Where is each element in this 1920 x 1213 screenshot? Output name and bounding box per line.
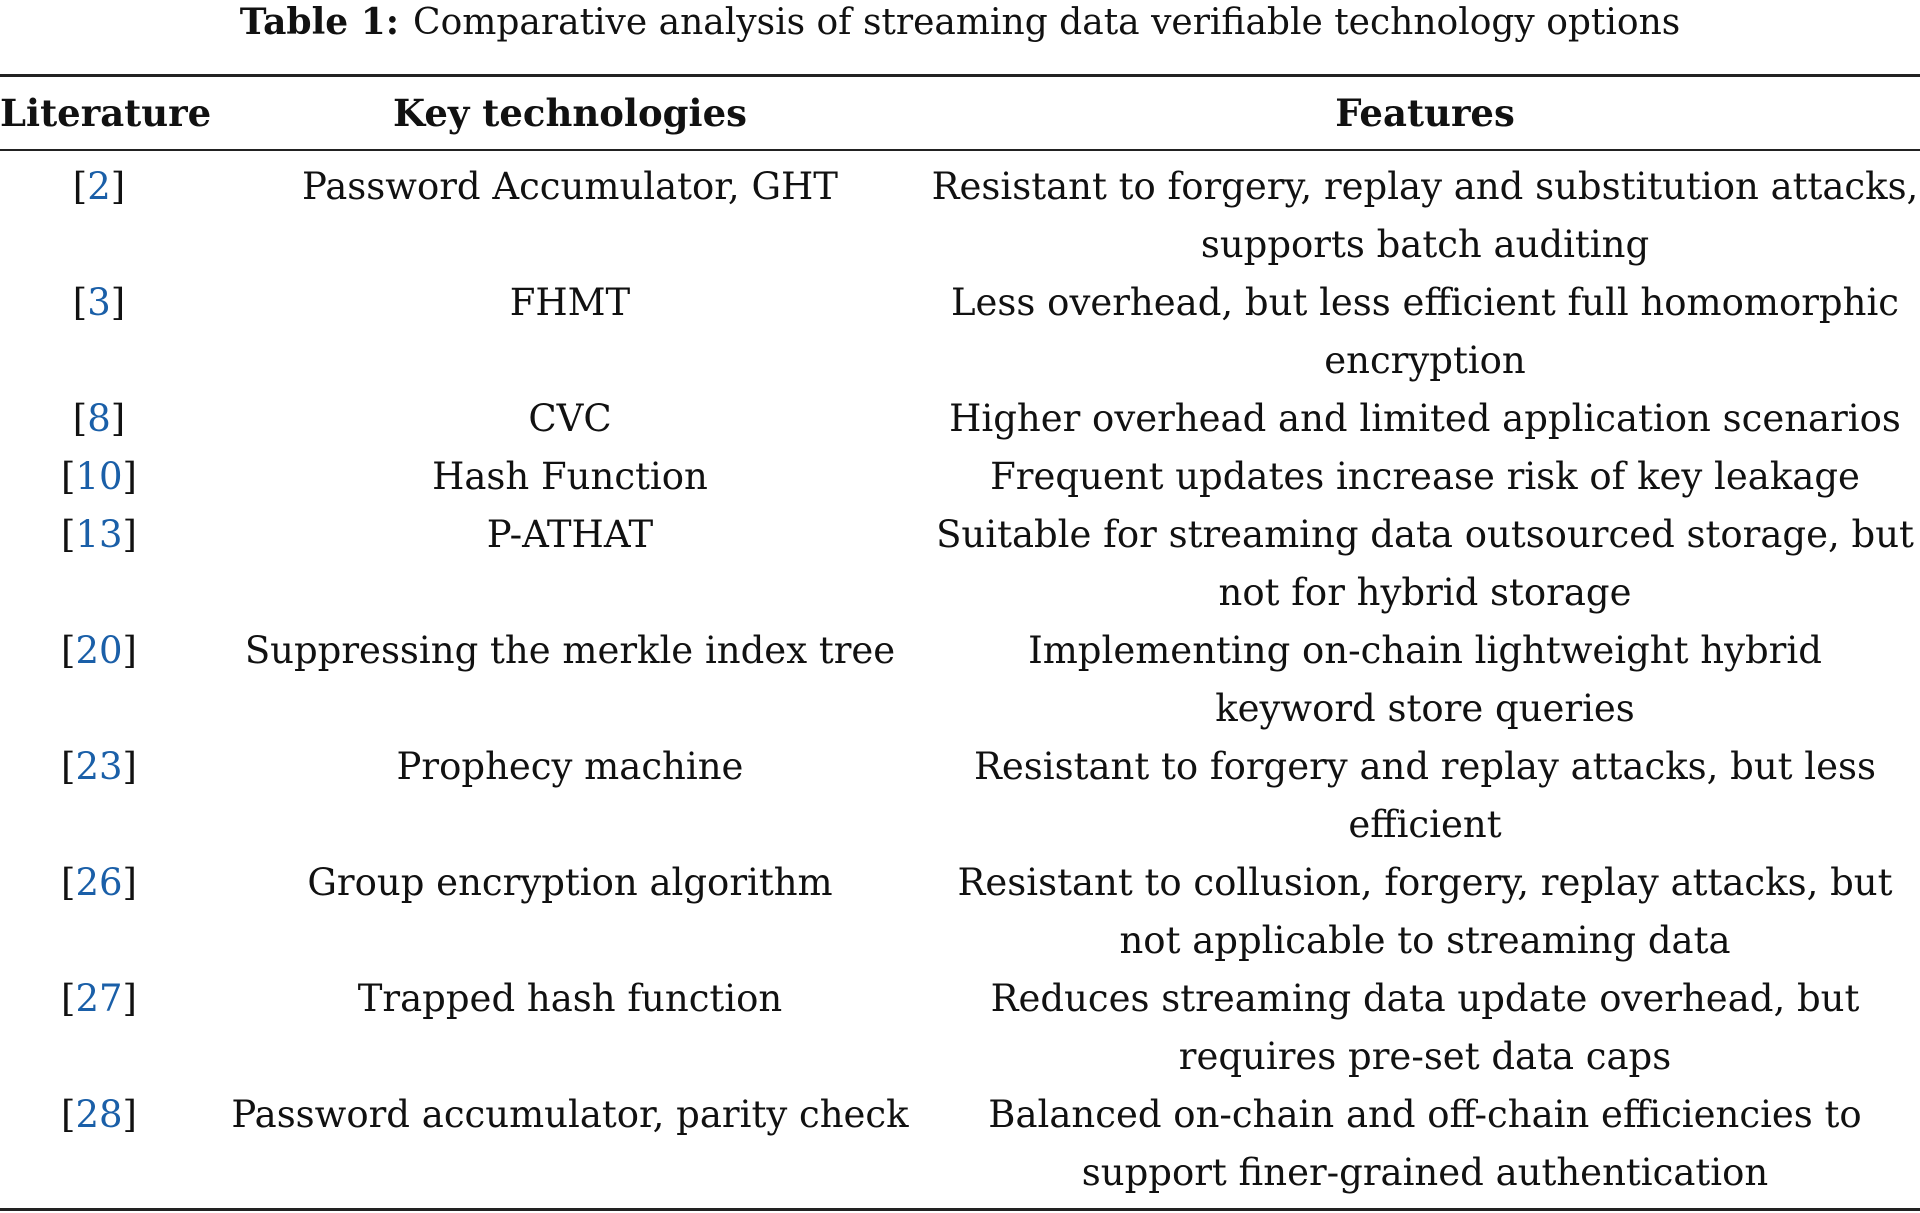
features-line: Balanced on-chain and off-chain efficiencies to bbox=[988, 1093, 1862, 1136]
table-row bbox=[0, 506, 1920, 622]
features-line: not applicable to streaming data bbox=[1119, 919, 1731, 962]
cell-key-technology: FHMT bbox=[509, 281, 631, 324]
features-line: Resistant to forgery and replay attacks, but less bbox=[974, 745, 1876, 788]
cell-features bbox=[930, 274, 1920, 390]
table-header-row bbox=[0, 88, 1920, 138]
citation-link[interactable]: 13 bbox=[75, 513, 123, 556]
features-line: Implementing on-chain lightweight hybrid bbox=[1028, 629, 1822, 672]
citation-link[interactable]: 10 bbox=[75, 455, 123, 498]
cell-literature: [28] bbox=[61, 1093, 137, 1136]
cell-features bbox=[930, 448, 1920, 506]
citation-link[interactable]: 27 bbox=[75, 977, 123, 1020]
header-literature: Literature bbox=[0, 91, 212, 135]
table-caption-text: Comparative analysis of streaming data verifiable technology options bbox=[413, 2, 1681, 43]
cell-features bbox=[930, 622, 1920, 738]
features-line: support finer-grained authentication bbox=[1081, 1151, 1769, 1194]
citation-link[interactable]: 8 bbox=[87, 397, 111, 440]
citation-link[interactable]: 3 bbox=[87, 281, 111, 324]
cell-literature: [2] bbox=[72, 165, 126, 208]
cell-features bbox=[930, 158, 1920, 274]
cell-literature: [10] bbox=[61, 455, 137, 498]
cell-literature: [3] bbox=[72, 281, 126, 324]
features-line: Higher overhead and limited application scenarios bbox=[949, 397, 1901, 440]
table-row bbox=[0, 390, 1920, 448]
cell-features bbox=[930, 738, 1920, 854]
header-key-technologies: Key technologies bbox=[393, 91, 747, 135]
features-line: efficient bbox=[1348, 803, 1502, 846]
features-line: Reduces streaming data update overhead, but bbox=[990, 977, 1860, 1020]
table-top-rule bbox=[0, 74, 1920, 77]
table-caption bbox=[0, 0, 1920, 45]
citation-link[interactable]: 23 bbox=[75, 745, 123, 788]
header-features: Features bbox=[1335, 91, 1515, 135]
cell-key-technology: P-ATHAT bbox=[486, 513, 654, 556]
cell-features bbox=[930, 1086, 1920, 1202]
citation-link[interactable]: 20 bbox=[75, 629, 123, 672]
table-caption-label: Table 1: bbox=[239, 1, 400, 43]
cell-literature: [8] bbox=[72, 397, 126, 440]
table-row bbox=[0, 738, 1920, 854]
features-line: keyword store queries bbox=[1215, 687, 1635, 730]
cell-features bbox=[930, 854, 1920, 970]
table-row bbox=[0, 622, 1920, 738]
cell-key-technology: Suppressing the merkle index tree bbox=[244, 629, 896, 672]
features-line: encryption bbox=[1324, 339, 1526, 382]
table-body bbox=[0, 158, 1920, 1202]
features-line: requires pre-set data caps bbox=[1178, 1035, 1672, 1078]
citation-link[interactable]: 26 bbox=[75, 861, 123, 904]
cell-key-technology: CVC bbox=[528, 397, 612, 440]
table-row bbox=[0, 274, 1920, 390]
cell-features bbox=[930, 506, 1920, 622]
cell-literature: [27] bbox=[61, 977, 137, 1020]
features-line: supports batch auditing bbox=[1200, 223, 1650, 266]
cell-key-technology: Prophecy machine bbox=[396, 745, 744, 788]
cell-literature: [20] bbox=[61, 629, 137, 672]
cell-features bbox=[930, 970, 1920, 1086]
features-line: Resistant to forgery, replay and substitution attacks, bbox=[931, 165, 1919, 208]
cell-features bbox=[930, 390, 1920, 448]
table-row bbox=[0, 854, 1920, 970]
cell-key-technology: Password accumulator, parity check bbox=[231, 1093, 909, 1136]
citation-link[interactable]: 28 bbox=[75, 1093, 123, 1136]
table-row bbox=[0, 448, 1920, 506]
features-line: Suitable for streaming data outsourced storage, but bbox=[936, 513, 1914, 556]
citation-link[interactable]: 2 bbox=[87, 165, 111, 208]
cell-key-technology: Hash Function bbox=[432, 455, 708, 498]
features-line: Resistant to collusion, forgery, replay attacks, but bbox=[957, 861, 1893, 904]
cell-literature: [23] bbox=[61, 745, 137, 788]
features-line: Less overhead, but less efficient full homomorphic bbox=[950, 281, 1900, 324]
table-bottom-rule bbox=[0, 1208, 1920, 1211]
cell-key-technology: Trapped hash function bbox=[357, 977, 783, 1020]
cell-literature: [13] bbox=[61, 513, 137, 556]
table-header-rule bbox=[0, 149, 1920, 151]
features-line: not for hybrid storage bbox=[1218, 571, 1632, 614]
cell-key-technology: Password Accumulator, GHT bbox=[302, 165, 838, 208]
cell-literature: [26] bbox=[61, 861, 137, 904]
table-row bbox=[0, 158, 1920, 274]
table-row bbox=[0, 1086, 1920, 1202]
cell-key-technology: Group encryption algorithm bbox=[307, 861, 833, 904]
features-line: Frequent updates increase risk of key leakage bbox=[990, 455, 1860, 498]
table-row bbox=[0, 970, 1920, 1086]
